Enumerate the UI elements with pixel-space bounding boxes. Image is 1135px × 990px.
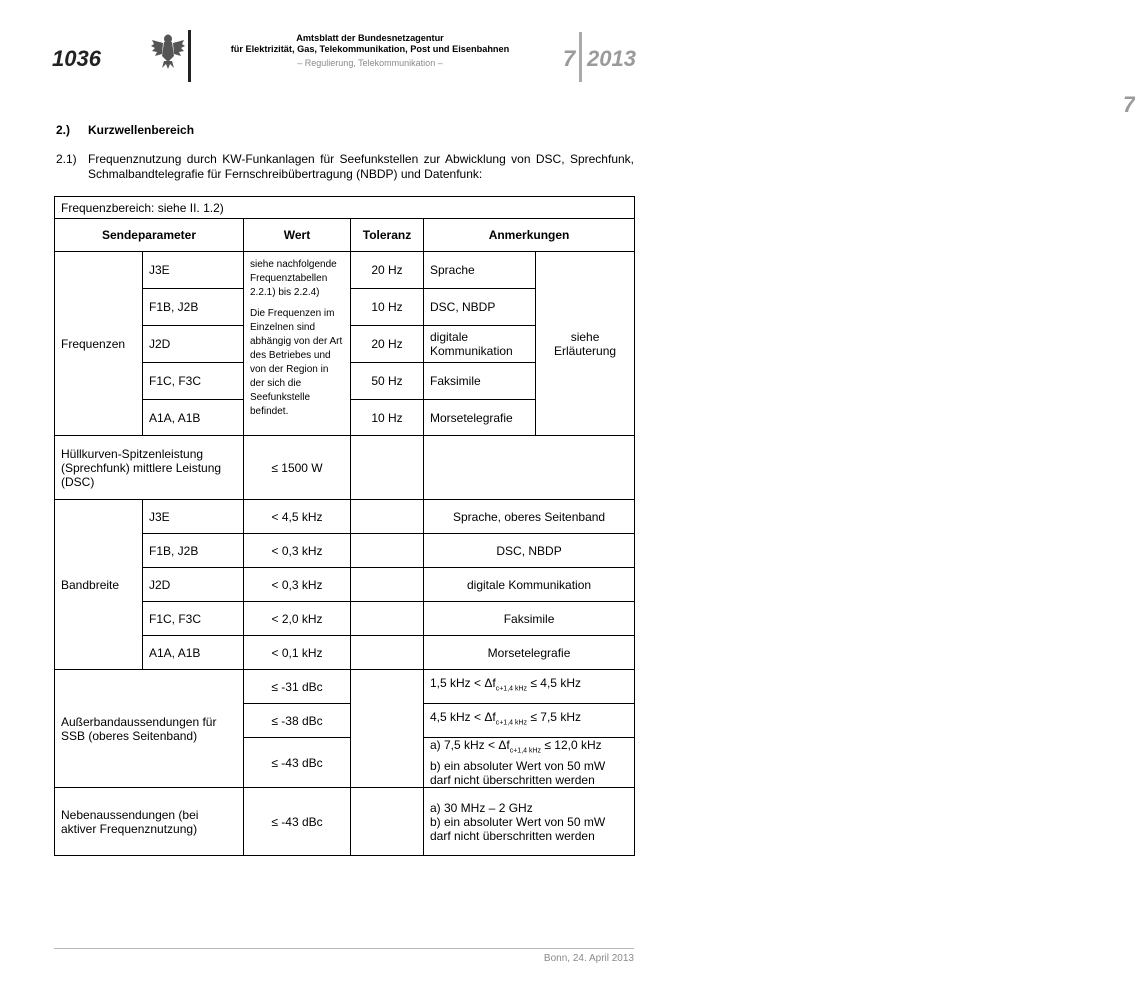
mode-cell: J2D: [143, 568, 244, 602]
remark-cell: digitale Kommunikation: [424, 326, 536, 363]
oob-remark: a) 7,5 kHz < $\Delta f_{c+1,4 kHz} \le 12,0$ kHz b) ein absoluter Wert von 50 mW darf nicht überschritten werden: [424, 738, 635, 788]
empty-cell: [424, 436, 635, 500]
header-remarks: Anmerkungen: [424, 219, 635, 252]
parameter-table: [54, 196, 635, 856]
remark-cell: DSC, NBDP: [424, 534, 635, 568]
bandwidth-value: < 4,5 kHz: [244, 500, 351, 534]
spurious-value: ≤ -43 dBc: [244, 788, 351, 856]
issue-number-text: 7: [563, 46, 576, 71]
table-row: [55, 500, 635, 534]
frequencies-label: Frequenzen: [55, 252, 143, 436]
empty-cell: [351, 636, 424, 670]
remark-cell: Faksimile: [424, 602, 635, 636]
remark-cell: DSC, NBDP: [424, 289, 536, 326]
remark-cell: Morsetelegrafie: [424, 636, 635, 670]
bandwidth-value: < 0,1 kHz: [244, 636, 351, 670]
federal-eagle-icon: [150, 30, 186, 70]
value-note-2: Die Frequenzen im Einzelnen sind abhängig von der Art des Betriebes und von der Region in der sich die Seefunkstelle befindet.: [250, 308, 343, 417]
header-param: Sendeparameter: [55, 219, 244, 252]
bandwidth-value: < 2,0 kHz: [244, 602, 351, 636]
side-remark: siehe Erläuterung: [536, 252, 635, 436]
footer-date: Bonn, 24. April 2013: [543, 953, 634, 964]
bandwidth-value: < 0,3 kHz: [244, 568, 351, 602]
empty-cell: [351, 500, 424, 534]
oob-remark: 4,5 kHz < $\Delta f_{c+1,4 kHz} \le 7,5$ kHz: [424, 704, 635, 738]
oob-remark: 1,5 kHz < $\Delta f_{c+1,4 kHz} \le 4,5$ kHz: [424, 670, 635, 704]
subsection-text: Frequenznutzung durch KW-Funkanlagen für Seefunkstellen zur Abwicklung von DSC, Sprechfunk, Schmalbandtelegrafie für Fernschreibübertragung (NBDP) und Datenfunk:: [88, 152, 634, 181]
tolerance-cell: 20 Hz: [351, 252, 424, 289]
table-row: [55, 788, 635, 856]
mode-cell: J3E: [143, 500, 244, 534]
remark-cell: Faksimile: [424, 363, 536, 400]
table-row: [55, 197, 635, 219]
mode-cell: A1A, A1B: [143, 636, 244, 670]
oob-value: ≤ -31 dBc: [244, 670, 351, 704]
journal-title: Amtsblatt der Bundesnetzagentur für Elektrizität, Gas, Telekommunikation, Post und Eisenbahnen: [230, 33, 510, 54]
header-value: Wert: [244, 219, 351, 252]
tolerance-cell: 20 Hz: [351, 326, 424, 363]
empty-cell: [351, 602, 424, 636]
bandwidth-value: < 0,3 kHz: [244, 534, 351, 568]
header-tolerance: Toleranz: [351, 219, 424, 252]
subsection-number: 2.1): [56, 152, 77, 166]
bandwidth-label: Bandbreite: [55, 500, 143, 670]
issue-number: 7: [1123, 92, 1135, 117]
out-of-band-label: Außerbandaussendungen für SSB (oberes Seitenband): [55, 670, 244, 788]
remark-cell: Sprache: [424, 252, 536, 289]
empty-cell: [351, 568, 424, 602]
table-header-row: [55, 219, 635, 252]
tolerance-cell: 50 Hz: [351, 363, 424, 400]
mode-cell: F1B, J2B: [143, 534, 244, 568]
spurious-label: Nebenaussendungen (bei aktiver Frequenznutzung): [55, 788, 244, 856]
oob-value: ≤ -38 dBc: [244, 704, 351, 738]
footer-divider: [54, 948, 634, 949]
section-number: 2.): [56, 123, 71, 137]
remark-cell: digitale Kommunikation: [424, 568, 635, 602]
frequency-value-note: [244, 252, 351, 436]
oob-value: ≤ -43 dBc: [244, 738, 351, 788]
issue-divider: [579, 32, 582, 82]
mode-cell: F1C, F3C: [143, 602, 244, 636]
empty-cell: [351, 670, 424, 788]
header-divider: [188, 30, 191, 82]
table-row: [55, 252, 635, 289]
empty-cell: [351, 436, 424, 500]
journal-subtitle: – Regulierung, Telekommunikation –: [297, 58, 443, 68]
mode-cell: F1C, F3C: [143, 363, 244, 400]
issue-year: 2013: [587, 46, 636, 71]
table-row: [55, 436, 635, 500]
power-label: Hüllkurven-Spitzenleistung (Sprechfunk) mittlere Leistung (DSC): [55, 436, 244, 500]
empty-cell: [351, 788, 424, 856]
empty-cell: [351, 534, 424, 568]
remark-cell: Morsetelegrafie: [424, 400, 536, 436]
remark-cell: Sprache, oberes Seitenband: [424, 500, 635, 534]
table-row: [55, 670, 635, 704]
tolerance-cell: 10 Hz: [351, 289, 424, 326]
power-value: ≤ 1500 W: [244, 436, 351, 500]
spurious-remark: a) 30 MHz – 2 GHz b) ein absoluter Wert von 50 mW darf nicht überschritten werden: [424, 788, 635, 856]
mode-cell: J2D: [143, 326, 244, 363]
value-note-1: siehe nachfolgende Frequenztabellen 2.2.1) bis 2.2.4): [250, 259, 337, 298]
mode-cell: J3E: [143, 252, 244, 289]
mode-cell: F1B, J2B: [143, 289, 244, 326]
section-title: Kurzwellenbereich: [88, 123, 195, 137]
page-number: 1036: [52, 46, 101, 71]
tolerance-cell: 10 Hz: [351, 400, 424, 436]
range-note: Frequenzbereich: siehe II. 1.2): [55, 197, 635, 219]
mode-cell: A1A, A1B: [143, 400, 244, 436]
